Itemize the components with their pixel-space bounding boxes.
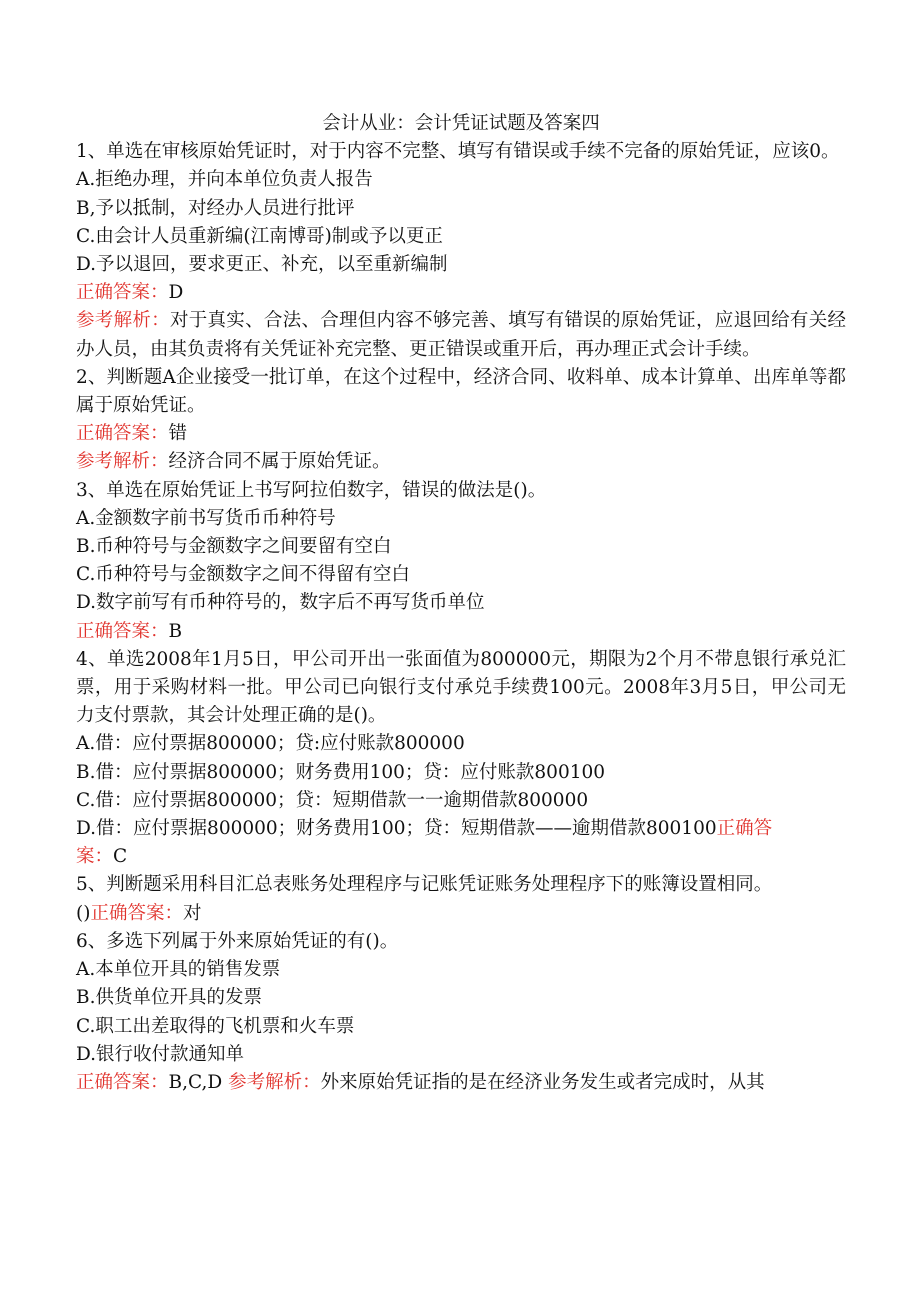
answer-label: 正确答案： bbox=[90, 902, 183, 924]
question-1-answer bbox=[76, 279, 846, 307]
question-5-stem: 5、判断题采用科目汇总表账务处理程序与记账凭证账务处理程序下的账簿设置相同。 bbox=[76, 874, 773, 896]
question-6-option-a: A.本单位开具的销售发票 bbox=[76, 959, 281, 981]
answer-label: 正确答案： bbox=[76, 282, 169, 304]
question-2-analysis bbox=[76, 448, 846, 476]
question-5-answer bbox=[76, 900, 846, 928]
question-4-option-a: A.借：应付票据800000；贷:应付账款800000 bbox=[76, 733, 465, 755]
question-3-answer bbox=[76, 618, 846, 646]
question-6-option-c: C.职工出差取得的飞机票和火车票 bbox=[76, 1015, 355, 1037]
question-4-stem: 4、单选2008年1月5日，甲公司开出一张面值为800000元，期限为2个月不带息银行承兑汇票，用于采购材料一批。甲公司已向银行支付承兑手续费100元。2008年3月5日，甲公司无力支付票款，其会计处理正确的是()。 bbox=[76, 648, 846, 727]
answer-label: 正确答案： bbox=[76, 620, 169, 642]
answer-value: 错 bbox=[168, 423, 188, 445]
analysis-text: 经济合同不属于原始凭证。 bbox=[168, 451, 391, 473]
analysis-label: 参考解析： bbox=[228, 1071, 321, 1093]
question-1-option-d: D.予以退回，要求更正、补充，以至重新编制 bbox=[76, 254, 448, 276]
document-page bbox=[76, 110, 846, 1097]
question-6-stem: 6、多选下列属于外来原始凭证的有()。 bbox=[76, 930, 399, 952]
question-3-stem: 3、单选在原始凭证上书写阿拉伯数字，错误的做法是()。 bbox=[76, 479, 547, 501]
question-4-option-d: D.借：应付票据800000；财务费用100；贷：短期借款——逾期借款800100 bbox=[76, 818, 717, 840]
question-5-prefix: () bbox=[76, 902, 91, 924]
question-3-option-a: A.金额数字前书写货币币种符号 bbox=[76, 507, 336, 529]
question-2-answer bbox=[76, 420, 846, 448]
question-1-stem: 1、单选在审核原始凭证时，对于内容不完整、填写有错误或手续不完备的原始凭证，应该0。 bbox=[76, 141, 840, 163]
question-6-option-d: D.银行收付款通知单 bbox=[76, 1043, 245, 1065]
analysis-label: 参考解析： bbox=[76, 451, 169, 473]
answer-value: D bbox=[168, 282, 184, 304]
question-3-option-d: D.数字前写有币种符号的，数字后不再写货币单位 bbox=[76, 592, 485, 614]
analysis-text: 外来原始凭证指的是在经济业务发生或者完成时，从其 bbox=[320, 1071, 765, 1093]
question-6-option-b: B.供货单位开具的发票 bbox=[76, 987, 262, 1009]
answer-label-part-a: 正确答 bbox=[716, 818, 773, 840]
question-4-option-c: C.借：应付票据800000；贷：短期借款一一逾期借款800000 bbox=[76, 789, 589, 811]
document-title: 会计从业：会计凭证试题及答案四 bbox=[322, 113, 600, 134]
question-1-option-c: C.由会计人员重新编(江南博哥)制或予以更正 bbox=[76, 225, 443, 247]
question-1-analysis bbox=[76, 307, 846, 363]
question-3-option-c: C.币种符号与金额数字之间不得留有空白 bbox=[76, 564, 410, 586]
question-4-option-b: B.借：应付票据800000；财务费用100；贷：应付账款800100 bbox=[76, 761, 606, 783]
question-1-option-b: B,予以抵制，对经办人员进行批评 bbox=[76, 197, 355, 219]
answer-label-part-b: 案： bbox=[76, 846, 114, 868]
answer-value: B,C,D bbox=[168, 1071, 223, 1093]
answer-value: C bbox=[113, 846, 128, 868]
question-3-option-b: B.币种符号与金额数字之间要留有空白 bbox=[76, 536, 392, 558]
answer-label: 正确答案： bbox=[76, 423, 169, 445]
analysis-text: 对于真实、合法、合理但内容不够完善、填写有错误的原始凭证，应退回给有关经办人员，由其负责将有关凭证补充完整、更正错误或重开后，再办理正式会计手续。 bbox=[76, 310, 846, 360]
answer-label: 正确答案： bbox=[76, 1071, 169, 1093]
question-2-stem: 2、判断题A企业接受一批订单，在这个过程中，经济合同、收料单、成本计算单、出库单等都属于原始凭证。 bbox=[76, 366, 846, 417]
answer-value: 对 bbox=[182, 902, 202, 924]
answer-value: B bbox=[168, 620, 183, 642]
question-1-option-a: A.拒绝办理，并向本单位负责人报告 bbox=[76, 169, 373, 191]
question-6-answer-and-analysis bbox=[76, 1069, 846, 1097]
question-4-option-d-with-answer bbox=[76, 815, 846, 871]
analysis-label: 参考解析： bbox=[76, 310, 170, 332]
